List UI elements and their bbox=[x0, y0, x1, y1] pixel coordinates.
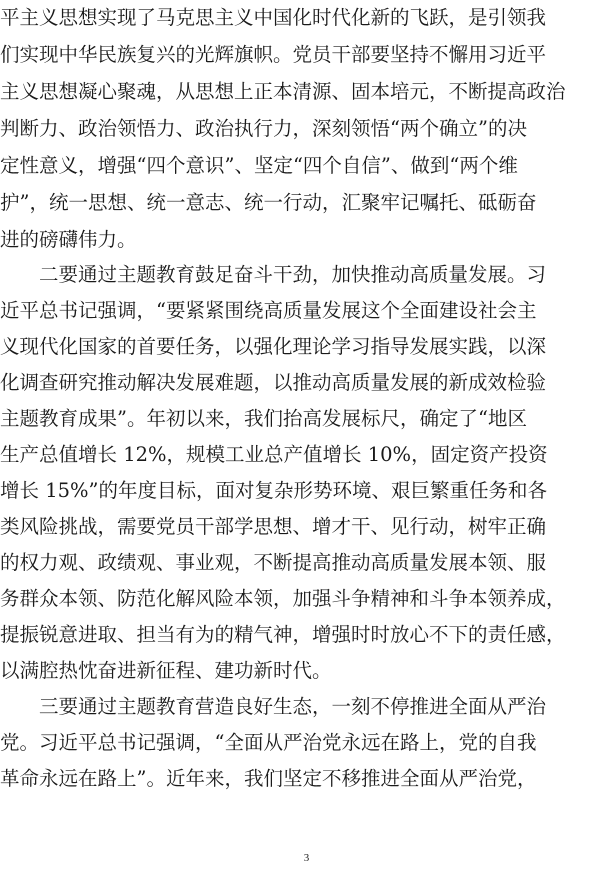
body-line: 党。习近平总书记强调，“全面从严治党永远在路上，党的自我 bbox=[0, 731, 537, 754]
body-line: 的权力观、政绩观、事业观，不断提高推动高质量发展本领、服 bbox=[0, 551, 547, 574]
body-line: 类风险挑战，需要党员干部学思想、增才干、见行动，树牢正确 bbox=[0, 515, 547, 538]
body-line: 提振锐意进取、担当有为的精气神，增强时时放心不下的责任感， bbox=[0, 623, 566, 646]
body-line: 务群众本领、防范化解风险本领，加强斗争精神和斗争本领养成， bbox=[0, 587, 566, 610]
body-line: 生产总值增长 12%，规模工业总产值增长 10%，固定资产投资 bbox=[0, 443, 548, 466]
body-line: 三要通过主题教育营造良好生态，一刻不停推进全面从严治 bbox=[0, 695, 547, 718]
body-line: 主义思想凝心聚魂，从思想上正本清源、固本培元，不断提高政治 bbox=[0, 80, 566, 103]
body-line: 定性意义，增强“四个意识”、坚定“四个自信”、做到“两个维 bbox=[0, 154, 518, 177]
body-line: 增长 15%”的年度目标，面对复杂形势环境、艰巨繁重任务和各 bbox=[0, 479, 548, 502]
body-line: 们实现中华民族复兴的光辉旗帜。党员干部要坚持不懈用习近平 bbox=[0, 43, 547, 66]
body-line: 判断力、政治领悟力、政治执行力，深刻领悟“两个确立”的决 bbox=[0, 117, 527, 140]
body-line: 义现代化国家的首要任务，以强化理论学习指导发展实践，以深 bbox=[0, 335, 547, 358]
body-line: 进的磅礴伟力。 bbox=[0, 228, 137, 251]
body-line: 二要通过主题教育鼓足奋斗干劲，加快推动高质量发展。习 bbox=[0, 263, 547, 286]
body-line: 护”，统一思想、统一意志、统一行动，汇聚牢记嘱托、砥砺奋 bbox=[0, 191, 537, 214]
body-line: 平主义思想实现了马克思主义中国化时代化新的飞跃，是引领我 bbox=[0, 6, 547, 29]
body-line: 革命永远在路上”。近年来，我们坚定不移推进全面从严治党， bbox=[0, 767, 537, 790]
body-line: 化调查研究推动解决发展难题，以推动高质量发展的新成效检验 bbox=[0, 371, 547, 394]
body-line: 主题教育成果”。年初以来，我们抬高发展标尺，确定了“地区 bbox=[0, 407, 527, 430]
body-line: 以满腔热忱奋进新征程、建功新时代。 bbox=[0, 659, 332, 682]
page-number: 3 bbox=[303, 852, 310, 864]
body-line: 近平总书记强调，“要紧紧围绕高质量发展这个全面建设社会主 bbox=[0, 299, 537, 322]
